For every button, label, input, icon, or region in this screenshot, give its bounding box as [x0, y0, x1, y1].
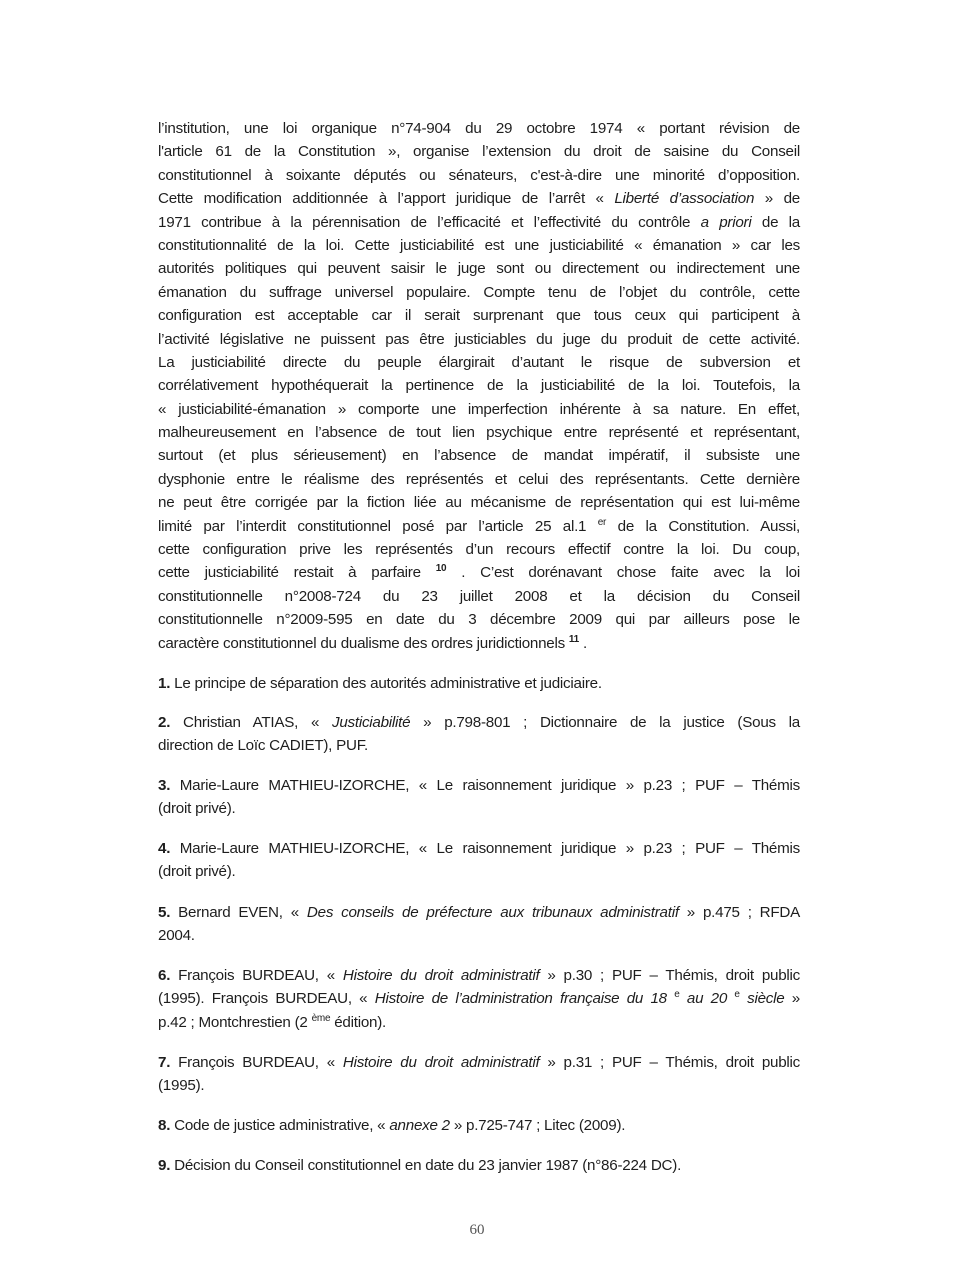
text-run: émanation du suffrage universel populaire. Compte tenu de l’objet du contrôle, cette	[158, 283, 800, 301]
text-run: cette justiciabilité restait à parfaire	[158, 564, 436, 582]
footnote-number: 4.	[158, 840, 171, 857]
text-line	[158, 538, 800, 561]
superscript: 10	[435, 563, 447, 575]
text-line	[158, 672, 800, 695]
text-run: « justiciabilité-émanation » comporte une imperfection inhérente à sa nature. En effet,	[158, 400, 800, 418]
superscript: er	[597, 516, 607, 528]
text-run: Marie-Laure MATHIEU-IZORCHE, « Le raisonnement juridique » p.23 ; PUF – Thémis	[170, 840, 800, 857]
text-line	[158, 774, 800, 797]
text-line	[158, 211, 800, 234]
text-run: » de	[754, 190, 801, 208]
text-run: configuration est acceptable car il serait surprenant que tous ceux qui participent à	[158, 307, 800, 325]
text-line	[158, 561, 800, 584]
text-run: (1995).	[158, 1077, 205, 1095]
text-line	[158, 585, 800, 608]
footnote-9	[158, 1154, 800, 1177]
text-run: autorités politiques qui peuvent saisir le juge sont ou directement ou indirectement une	[158, 260, 800, 278]
text-line	[158, 1154, 800, 1177]
text-line	[158, 164, 800, 187]
text-run: .	[579, 634, 587, 652]
text-line	[158, 117, 800, 140]
text-line	[158, 468, 800, 491]
text-run: de la Constitution. Aussi,	[606, 517, 800, 535]
italic-text: au 20	[679, 990, 735, 1008]
superscript: ème	[311, 1012, 331, 1024]
italic-text: Des conseils de préfecture aux tribunaux administratif	[306, 904, 679, 921]
footnote-number: 5.	[158, 904, 171, 921]
text-run: caractère constitutionnel du dualisme des ordres juridictionnels	[158, 634, 569, 652]
text-run: surtout (et plus sérieusement) en l’absence de mandat impératif, il subsiste une	[158, 447, 800, 465]
footnote-number: 7.	[158, 1054, 171, 1071]
text-run: constitutionnalité de la loi. Cette justiciabilité est une justiciabilité « émanation » car les	[158, 236, 800, 254]
page-number: 60	[469, 1222, 485, 1238]
text-line	[158, 421, 800, 444]
footnote-2	[158, 711, 800, 758]
text-line	[158, 1074, 800, 1097]
text-run: constitutionnelle n°2009-595 en date du 3 décembre 2009 qui par ailleurs pose le	[158, 611, 800, 629]
text-run: cette configuration prive les représentés d’un recours effectif contre la loi. Du coup,	[158, 541, 800, 559]
footnote-number: 8.	[158, 1117, 171, 1134]
text-run: La justiciabilité directe du peuple élargirait d’autant le risque de subversion et	[158, 353, 800, 371]
text-run: l'article 61 de la Constitution », organise l’extension du droit de saisine du Conseil	[158, 143, 800, 161]
text-run: constitutionnel à soixante députés ou sénateurs, c'est-à-dire une minorité d’opposition.	[158, 166, 800, 184]
text-line	[158, 444, 800, 467]
footnote-number: 9.	[158, 1157, 171, 1174]
text-line	[158, 711, 800, 734]
text-run: direction de Loïc CADIET), PUF.	[158, 737, 369, 755]
text-run: malheureusement en l’absence de tout lien psychique entre représenté et représentant,	[158, 424, 800, 442]
text-line	[158, 987, 800, 1010]
text-run: » p.475 ; RFDA	[678, 904, 800, 921]
text-run: constitutionnelle n°2008-724 du 23 juillet 2008 et la décision du Conseil	[158, 587, 800, 605]
footnote-1	[158, 672, 800, 695]
text-run: Le principe de séparation des autorités administrative et judiciaire.	[170, 675, 602, 692]
text-line	[158, 281, 800, 304]
text-run: l’institution, une loi organique n°74-904 du 29 octobre 1974 « portant révision de	[158, 120, 800, 137]
text-run: ne peut être corrigée par la fiction liée au mécanisme de représentation qui est lui-même	[158, 494, 800, 512]
text-line	[158, 374, 800, 397]
italic-text: Histoire du droit administratif	[342, 1054, 540, 1071]
italic-text: siècle	[739, 990, 785, 1008]
text-line	[158, 837, 800, 860]
footnote-8	[158, 1114, 800, 1137]
text-line	[158, 234, 800, 257]
italic-text: Justiciabilité	[331, 714, 411, 731]
text-run: 1971 contribue à la pérennisation de l’efficacité et l’effectivité du contrôle	[158, 213, 701, 231]
text-run: » p.31 ; PUF – Thémis, droit public	[539, 1054, 800, 1071]
text-line	[158, 328, 800, 351]
text-run: Bernard EVEN, «	[170, 904, 307, 921]
text-line	[158, 304, 800, 327]
text-line	[158, 187, 800, 210]
body-paragraph	[158, 117, 800, 655]
text-run: l’activité législative ne puissent pas être justiciables du juge du produit de cette activité.	[158, 330, 800, 348]
footnote-5	[158, 901, 800, 948]
text-line	[158, 1114, 800, 1137]
italic-text: a priori	[700, 213, 752, 231]
text-run: Décision du Conseil constitutionnel en date du 23 janvier 1987 (n°86-224 DC).	[170, 1157, 682, 1174]
text-line	[158, 901, 800, 924]
text-run: Marie-Laure MATHIEU-IZORCHE, « Le raisonnement juridique » p.23 ; PUF – Thémis	[170, 777, 800, 794]
text-run: . C’est dorénavant chose faite avec la loi	[446, 564, 800, 582]
text-line	[158, 351, 800, 374]
text-line	[158, 491, 800, 514]
footnote-number: 1.	[158, 675, 171, 692]
text-run: »	[784, 990, 800, 1008]
italic-text: annexe 2	[389, 1117, 450, 1134]
superscript: e	[734, 989, 740, 1001]
text-run: François BURDEAU, «	[170, 967, 343, 984]
text-line	[158, 515, 800, 538]
text-line	[158, 734, 800, 757]
italic-text: Histoire du droit administratif	[342, 967, 540, 984]
text-line	[158, 1011, 800, 1034]
footnote-number: 3.	[158, 777, 171, 794]
text-run: édition).	[330, 1013, 387, 1031]
footnote-3	[158, 774, 800, 821]
footnote-6	[158, 964, 800, 1034]
text-run: p.42 ; Montchrestien (2	[158, 1013, 312, 1031]
text-line	[158, 398, 800, 421]
text-run: Code de justice administrative, «	[170, 1117, 390, 1134]
text-run: (1995). François BURDEAU, «	[158, 990, 375, 1008]
text-run: dysphonie entre le réalisme des représentés et celui des représentants. Cette dernière	[158, 470, 800, 488]
text-line	[158, 924, 800, 947]
text-run: » p.30 ; PUF – Thémis, droit public	[539, 967, 800, 984]
text-run: (droit privé).	[158, 863, 236, 881]
text-line	[158, 140, 800, 163]
text-line	[158, 257, 800, 280]
text-line	[158, 632, 800, 655]
footnote-7	[158, 1051, 800, 1098]
text-run: 2004.	[158, 927, 195, 945]
text-line	[158, 608, 800, 631]
text-run: » p.798-801 ; Dictionnaire de la justice (Sous la	[410, 714, 800, 731]
text-run: limité par l’interdit constitutionnel posé par l’article 25 al.1	[158, 517, 598, 535]
footnote-number: 6.	[158, 967, 171, 984]
text-run: de la	[751, 213, 800, 231]
text-run: François BURDEAU, «	[170, 1054, 343, 1071]
text-run: » p.725-747 ; Litec (2009).	[449, 1117, 626, 1134]
text-run: Cette modification additionnée à l’apport juridique de l’arrêt «	[158, 190, 615, 208]
superscript: 11	[568, 633, 579, 645]
text-line	[158, 964, 800, 987]
italic-text: Liberté d’association	[614, 190, 755, 208]
italic-text: Histoire de l’administration française du 18	[374, 990, 675, 1008]
text-run: (droit privé).	[158, 800, 236, 818]
text-line	[158, 797, 800, 820]
text-line	[158, 860, 800, 883]
text-run: Christian ATIAS, «	[170, 714, 332, 731]
footnote-4	[158, 837, 800, 884]
superscript: e	[674, 989, 680, 1001]
footnote-number: 2.	[158, 714, 171, 731]
text-run: corrélativement hypothéquerait la pertinence de la justiciabilité de la loi. Toutefois, la	[158, 377, 800, 395]
text-line	[158, 1051, 800, 1074]
